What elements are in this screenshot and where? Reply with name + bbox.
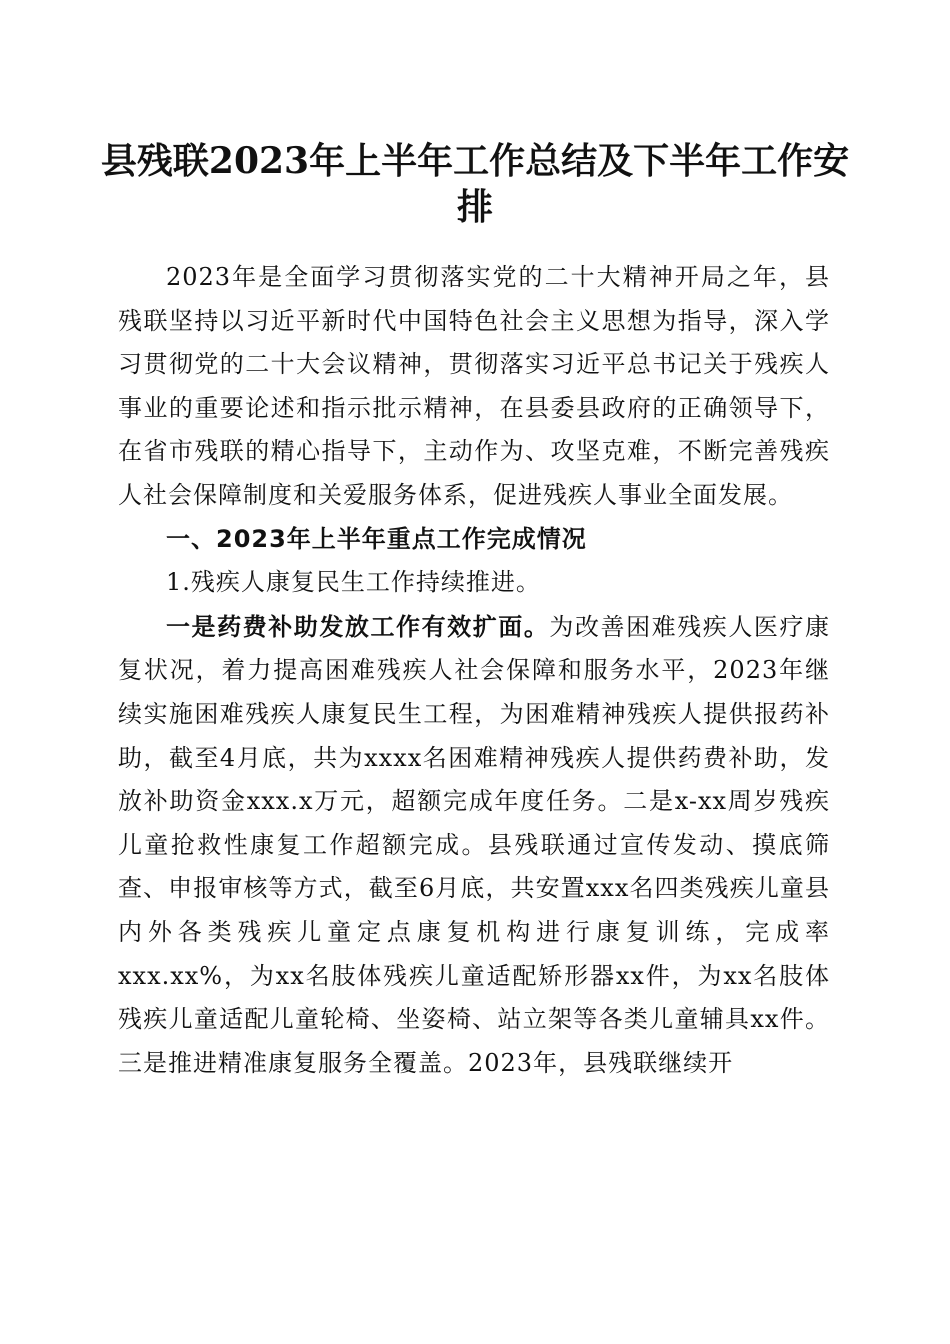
body-paragraph-1 <box>118 605 830 1086</box>
document-title: 县残联2023年上半年工作总结及下半年工作安排 <box>100 140 850 228</box>
section-heading-1: 一、2023年上半年重点工作完成情况 <box>166 524 587 553</box>
subsection-heading-1: 1.残疾人康复民生工作持续推进。 <box>166 568 541 597</box>
intro-paragraph: 2023年是全面学习贯彻落实党的二十大精神开局之年，县残联坚持以习近平新时代中国特色社会主义思想为指导，深入学习贯彻党的二十大会议精神，贯彻落实习近平总书记关于残疾人事业的重要论述和指示批示精神，在县委县政府的正确领导下，在省市残联的精心指导下，主动作为、攻坚克难，不断完善残疾人社会保障制度和关爱服务体系，促进残疾人事业全面发展。 <box>118 263 830 509</box>
paragraph-body: 为改善困难残疾人医疗康复状况，着力提高困难残疾人社会保障和服务水平，2023年继续实施困难残疾人康复民生工程，为困难精神残疾人提供报药补助，截至4月底，共为xxxx名困难精神残疾人提供药费补助，发放补助资金xxx.x万元，超额完成年度任务。二是x-xx周岁残疾儿童抢救性康复工作超额完成。县残联通过宣传发动、摸底筛查、申报审核等方式，截至6月底，共安置xxx名四类残疾儿童县内外各类残疾儿童定点康复机构进行康复训练，完成率xxx.xx%，为xx名肢体残疾儿童适配矫形器xx件，为xx名肢体残疾儿童适配儿童轮椅、坐姿椅、站立架等各类儿童辅具xx件。三是推进精准康复服务全覆盖。2023年，县残联继续开 <box>118 612 831 1077</box>
paragraph-lead: 一是药费补助发放工作有效扩面。 <box>166 611 550 641</box>
document-body <box>118 256 830 1085</box>
